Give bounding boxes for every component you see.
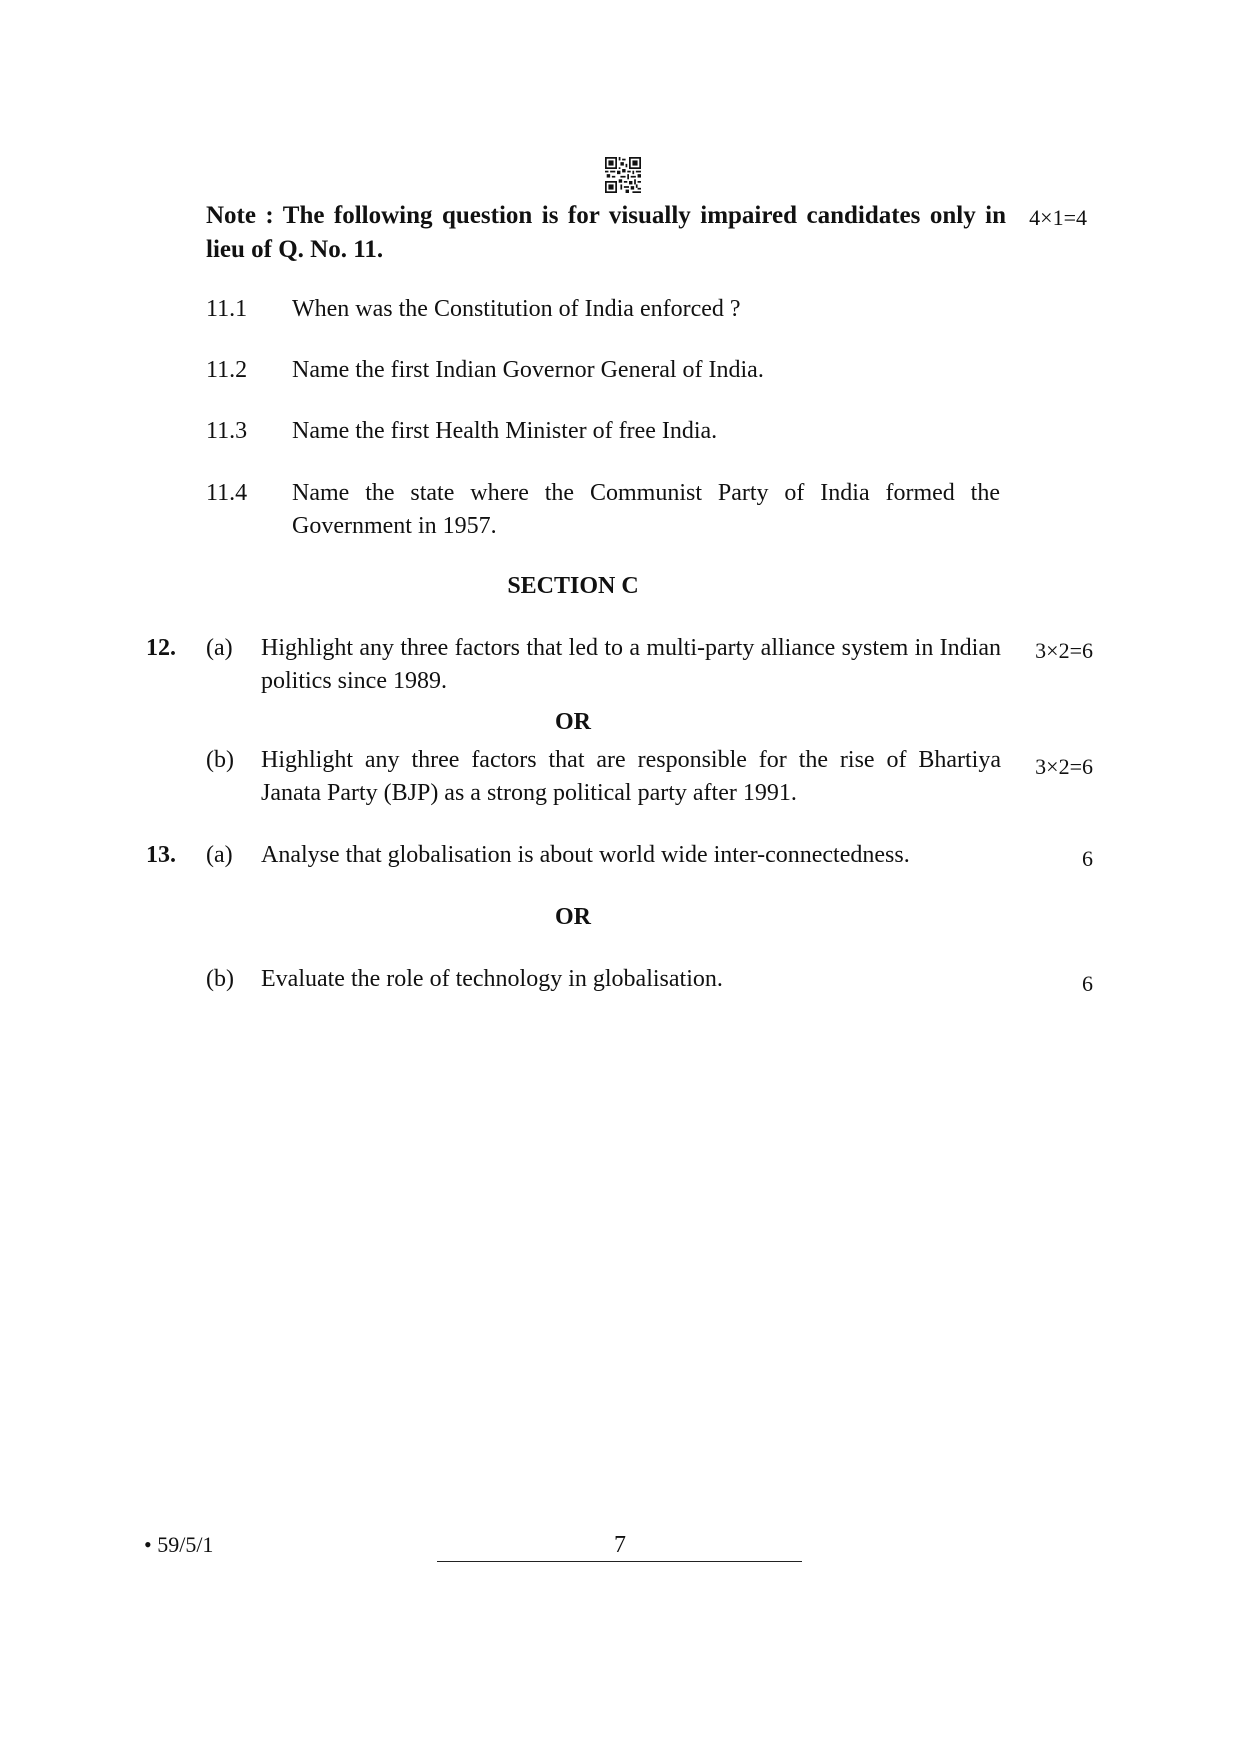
sub-question-number: 11.2 [206, 357, 248, 383]
sub-question-text: Name the state where the Communist Party of India formed the Government in 1957. [292, 480, 1000, 539]
sub-question-text: When was the Constitution of India enforced ? [292, 296, 741, 322]
or-separator: OR [555, 904, 591, 930]
question-marks: 6 [1082, 846, 1093, 871]
qr-code-icon [605, 157, 641, 193]
option-label: (b) [206, 966, 234, 992]
question-number: 12. [146, 635, 176, 661]
visually-impaired-note: Note : The following question is for visually impaired candidates only in lieu of Q. No. 11. [206, 202, 1006, 263]
question-marks: 3×2=6 [1035, 754, 1093, 779]
question-marks: 3×2=6 [1035, 638, 1093, 663]
option-label: (a) [206, 635, 233, 661]
sub-question-number: 11.3 [206, 418, 248, 444]
option-label: (b) [206, 747, 234, 773]
sub-question-number: 11.1 [206, 296, 248, 322]
sub-question-number: 11.4 [206, 480, 248, 506]
question-number: 13. [146, 842, 176, 868]
footer-rule [437, 1561, 802, 1562]
sub-question-text: Name the first Health Minister of free India. [292, 418, 718, 444]
question-marks: 6 [1082, 971, 1093, 996]
section-title: SECTION C [507, 573, 639, 599]
paper-code: • 59/5/1 [144, 1532, 214, 1557]
or-separator: OR [555, 709, 591, 735]
question-text: Highlight any three factors that are responsible for the rise of Bhartiya Janata Party (BJP) as a strong political party after 1991. [261, 747, 1001, 806]
option-label: (a) [206, 842, 233, 868]
sub-question-text: Name the first Indian Governor General of India. [292, 357, 764, 383]
question-text: Highlight any three factors that led to a multi-party alliance system in Indian politics since 1989. [261, 635, 1001, 694]
question-text: Analyse that globalisation is about world wide inter-connectedness. [261, 842, 910, 868]
page-number: 7 [614, 1532, 626, 1558]
question-text: Evaluate the role of technology in globalisation. [261, 966, 723, 992]
note-marks: 4×1=4 [1029, 205, 1087, 230]
